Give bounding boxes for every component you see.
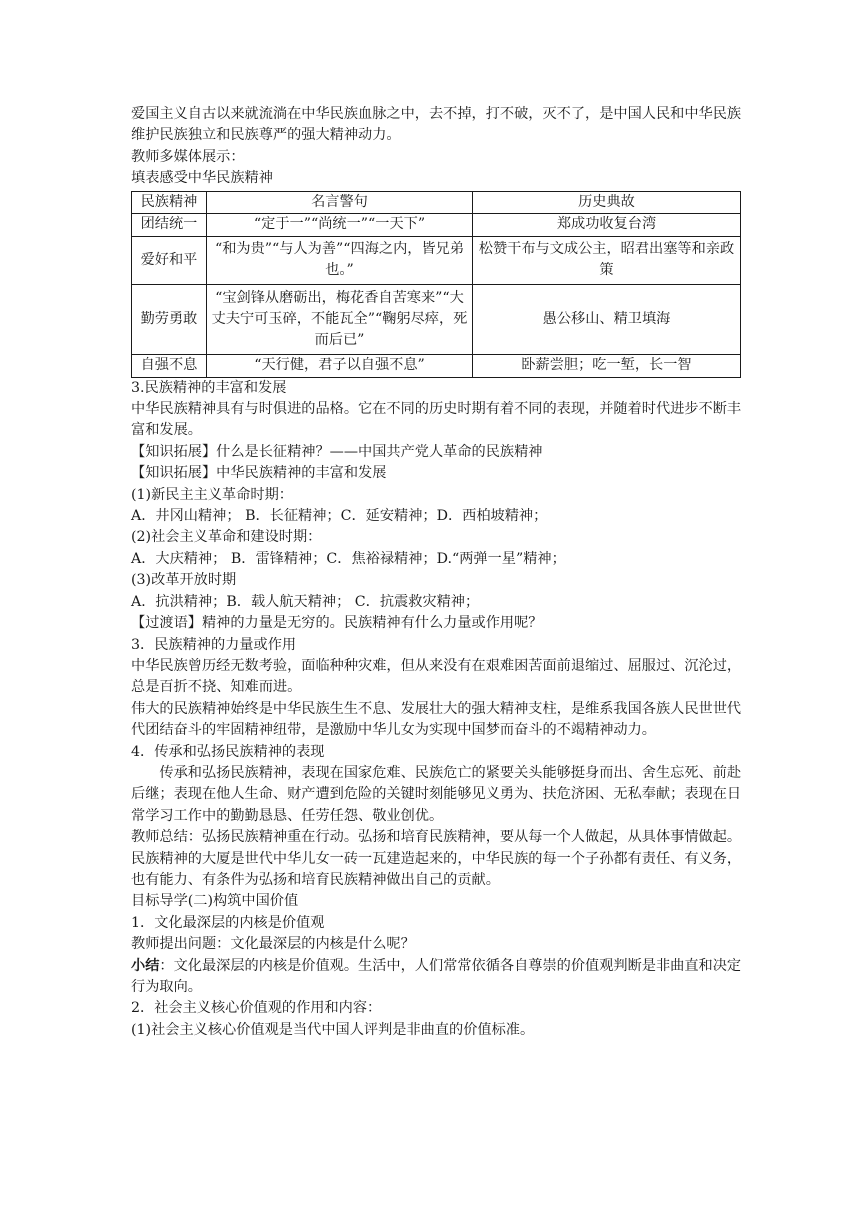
table-header-cell: 民族精神 — [132, 191, 207, 213]
paragraph-indented: 传承和弘扬民族精神，表现在国家危难、民族危亡的紧要关头能够挺身而出、舍生忘死、前赴后继；表现在他人生命、财产遭到危险的关键时刻能够见义勇为、扶危济困、无私奉献；表现在日常学习工作中的勤勤恳恳、任劳任怨、敬业创优。 — [131, 764, 742, 824]
transition-line: 【过渡语】精神的力量是无穷的。民族精神有什么力量或作用呢？ — [131, 615, 543, 632]
options-line: A．抗洪精神；B．载人航天精神； C．抗震救灾精神； — [131, 593, 480, 610]
section-heading: 3．民族精神的力量或作用 — [131, 636, 297, 653]
paragraph-multimedia: 教师多媒体展示： — [131, 148, 245, 165]
table-header-cell: 名言警句 — [207, 191, 473, 213]
table-cell: “天行健，君子以自强不息” — [207, 354, 473, 377]
table-header-row — [132, 191, 741, 213]
table-cell: 愚公移山、精卫填海 — [473, 284, 741, 354]
section-heading: 2．社会主义核心价值观的作用和内容： — [131, 1000, 382, 1017]
teacher-summary: 教师总结：弘扬民族精神重在行动。弘扬和培育民族精神，要从每一个人做起，从具体事情做起。民族精神的大厦是世代中华儿女一砖一瓦建造起来的，中华民族的每一个子孙都有责任、有义务，也有能力、有条件为弘扬和培育民族精神做出自己的贡献。 — [131, 829, 742, 888]
table-row — [132, 284, 741, 354]
summary-paragraph — [131, 956, 743, 999]
table-cell: 爱好和平 — [132, 236, 207, 284]
table-cell: 卧薪尝胆；吃一堑，长一智 — [473, 354, 741, 377]
period-heading: (2)社会主义革命和建设时期： — [131, 529, 322, 546]
teacher-question: 教师提出问题：文化最深层的内核是什么呢？ — [131, 936, 415, 953]
table-row — [132, 213, 741, 236]
period-heading: (3)改革开放时期 — [131, 572, 237, 589]
table-cell: “宝剑锋从磨砺出，梅花香自苦寒来”“大丈夫宁可玉碎，不能瓦全”“鞠躬尽瘁，死而后已” — [207, 284, 473, 354]
table-cell: “定于一”“尚统一”“一天下” — [207, 213, 473, 236]
table-cell: 郑成功收复台湾 — [473, 213, 741, 236]
section-heading: 3.民族精神的丰富和发展 — [131, 379, 287, 396]
options-line: A．井冈山精神； B．长征精神；C．延安精神；D．西柏坡精神； — [131, 508, 548, 525]
options-line: A．大庆精神； B．雷锋精神；C．焦裕禄精神；D.“两弹一星”精神； — [131, 550, 566, 567]
summary-text: ：文化最深层的内核是价值观。生活中，人们常常依循各自尊崇的价值观判断是非曲直和决定行为取向。 — [131, 957, 742, 995]
table-caption: 填表感受中华民族精神 — [131, 170, 273, 187]
paragraph: 中华民族精神具有与时俱进的品格。它在不同的历史时期有着不同的表现，并随着时代进步不断丰富和发展。 — [131, 401, 742, 439]
section-heading: 1．文化最深层的内核是价值观 — [131, 914, 325, 931]
summary-label: 小结 — [131, 957, 160, 974]
paragraph-patriotism: 爱国主义自古以来就流淌在中华民族血脉之中，去不掉，打不破，灭不了，是中国人民和中华民族维护民族独立和民族尊严的强大精神动力。 — [131, 106, 742, 144]
period-heading: (1)新民主主义革命时期： — [131, 486, 293, 503]
paragraph: 伟大的民族精神始终是中华民族生生不息、发展壮大的强大精神支柱，是维系我国各族人民世世代代团结奋斗的牢固精神纽带，是激励中华儿女为实现中国梦而奋斗的不竭精神动力。 — [131, 700, 742, 739]
table-row — [132, 236, 741, 284]
table-cell: “和为贵”“与人为善”“四海之内，皆兄弟也。” — [207, 236, 473, 284]
knowledge-extension: 【知识拓展】中华民族精神的丰富和发展 — [131, 465, 387, 482]
section-heading: 4．传承和弘扬民族精神的表现 — [131, 743, 325, 760]
table-cell: 勤劳勇敢 — [132, 284, 207, 354]
document-content — [131, 104, 743, 1041]
knowledge-extension: 【知识拓展】什么是长征精神？——中国共产党人革命的民族精神 — [131, 443, 543, 460]
table-cell: 自强不息 — [132, 354, 207, 377]
paragraph: 中华民族曾历经无数考验，面临种种灾难，但从来没有在艰难困苦面前退缩过、屈服过、沉沦过，总是百折不挠、知难而进。 — [131, 657, 742, 696]
section-heading: 目标导学(二)构筑中国价值 — [131, 893, 299, 910]
table-row — [132, 354, 741, 377]
table-cell: 松赞干布与文成公主，昭君出塞等和亲政策 — [473, 236, 741, 284]
national-spirit-table — [131, 191, 741, 378]
table-cell: 团结统一 — [132, 213, 207, 236]
paragraph: (1)社会主义核心价值观是当代中国人评判是非曲直的价值标准。 — [131, 1021, 535, 1038]
table-header-cell: 历史典故 — [473, 191, 741, 213]
